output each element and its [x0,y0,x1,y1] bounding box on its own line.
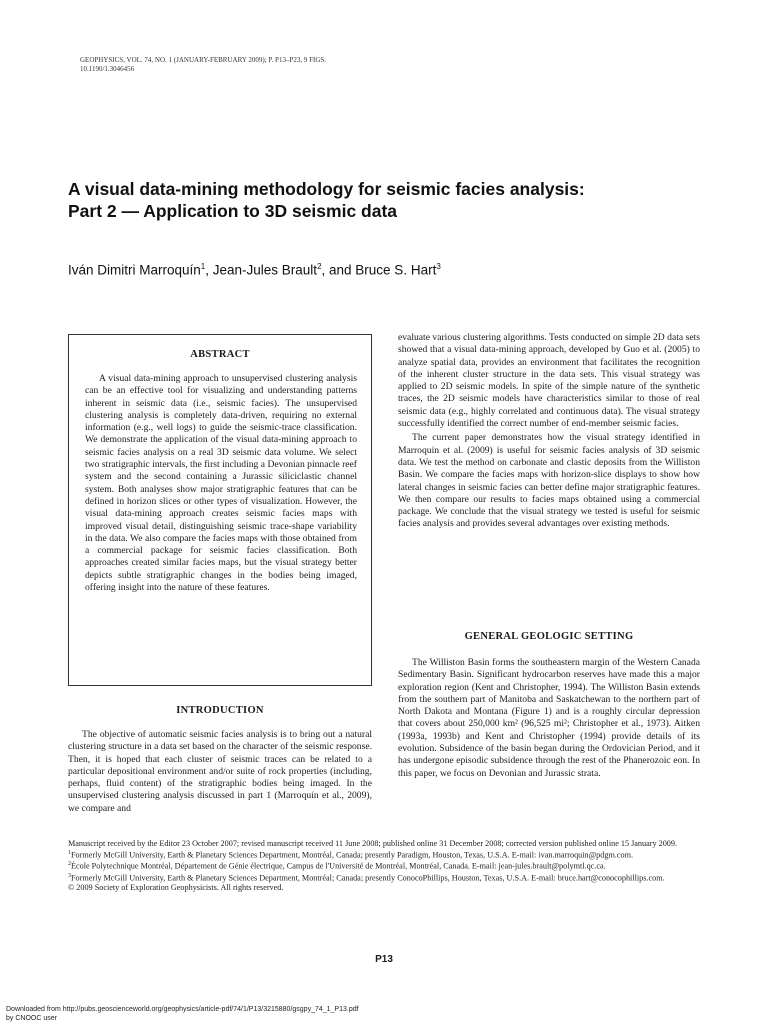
copyright-notice: © 2009 Society of Exploration Geophysicists. All rights reserved. [68,883,284,893]
author-list [68,262,441,278]
author-3: , and Bruce S. Hart [321,262,437,278]
abstract-text: A visual data-mining approach to unsupervised clustering analysis can be an effective tool for visualizing and understanding patterns inherent in seismic data (i.e., seismic facies). The unsupervised clustering analysis is completely data-driven, requiring no external information (e.g., well logs) to guide the seismic-trace classification. We demonstrate the application of the visual data-mining approach to seismic facies analysis on a real 3D seismic data volume. We select two stratigraphic intervals, the first including a Devonian pinnacle reef system and the second containing a Jurassic siliciclastic channel system. Both analyses show major stratigraphic features that can be defined in horizon slices or other types of visualization. However, the visual data-mining approach creates seismic facies maps with improved visual detail, distinguishing seismic trace-shape variability in the data. We also compare the facies maps with those obtained from a commercial package for seismic facies classification. Both approaches created similar facies maps, but the visual strategy better depicts subtle stratigraphic changes in the bodies being imaged, offering insight into the nature of these features. [85,373,357,594]
paper-title [68,178,708,222]
footnote-3 [68,872,700,884]
download-user-line: by CNOOC user [6,1014,57,1022]
author-1: Iván Dimitri Marroquín [68,262,201,278]
footnote-2-text: École Polytechnique Montréal, Département de Génie électrique, Campus de l'Université de Montréal, Montréal, Canada. E-mail: jean-jules.brault@polymtl.qc.ca. [71,862,606,872]
footnote-3-mark: 3 [68,872,71,879]
geologic-setting-heading: GENERAL GEOLOGIC SETTING [464,631,634,642]
download-notice [6,1006,359,1023]
footnote-3-text: Formerly McGill University, Earth & Planetary Sciences Department, Montréal; Canada; presently ConocoPhillips, Houston, Texas, U.S.A. E-mail: bruce.hart@conocophillips.com. [71,873,665,883]
doi-line: 10.1190/1.3046456 [80,65,135,73]
page-number: P13 [375,954,393,965]
affiliation-mark-3: 3 [436,262,441,271]
journal-citation [80,56,326,74]
abstract-heading: ABSTRACT [190,349,250,360]
journal-volume-line: GEOPHYSICS, VOL. 74, NO. 1 (JANUARY-FEBRUARY 2009); P. P13–P23, 9 FIGS. [80,56,327,64]
introduction-continued-paragraph: evaluate various clustering algorithms. Tests conducted on simple 2D data sets showed that a visual data-mining approach, developed by Guo et al. (2005) to analyze spatial data, provides an environment that facilitates the recognition of the inherent cluster structure in the data sets. This visual strategy was applied to 2D seismic models. In spite of the simple nature of the synthetic traces, the 2D seismic models have characteristics similar to those of real seismic data (e.g., highly correlated and continuous data). The visual strategy successfully identified the correct number of end-member seismic facies. [398,332,700,430]
introduction-heading: INTRODUCTION [176,705,264,716]
manuscript-received-note: Manuscript received by the Editor 23 October 2007; revised manuscript received 11 June 2008; published online 31 December 2008; corrected version published online 15 January 2009. [68,839,678,848]
introduction-second-paragraph: The current paper demonstrates how the visual strategy identified in Marroquín et al. (2009) is useful for seismic facies analysis of 3D seismic data. We test the method on carbonate and clastic deposits from the Williston Basin. We compare the facies maps with horizon-slice displays to show how lateral changes in seismic facies can better define major stratigraphic features. We then compare our results to facies maps obtained using a commercial package. We conclude that the visual strategy we tested is useful for seismic facies analysis and provides several advantages over existing methods. [398,432,700,530]
footnote-2 [68,860,700,872]
introduction-text: The objective of automatic seismic facies analysis is to bring out a natural clustering structure in a data set based on the character of the seismic response. Then, it is hoped that each cluster of seismic traces can be related to a particular depositional environment and/or suite of rock properties (including, perhaps, fluid content) of the stratigraphic bodies being imaged. In the unsupervised clustering analysis discussed in part 1 (Marroquín et al., 2009), we compare and [68,729,372,814]
abstract-box [68,334,372,686]
footnotes [68,839,700,893]
affiliation-mark-1: 1 [200,262,206,271]
footnote-1-mark: 1 [68,849,71,856]
footnote-1-text: Formerly McGill University, Earth & Planetary Sciences Department, Montréal, Canada; presently Paradigm, Houston, Texas, U.S.A. E-mail: ivan.marroquin@pdgm.com. [71,850,634,860]
download-url-line[interactable]: Downloaded from http://pubs.geoscienceworld.org/geophysics/article-pdf/74/1/P13/3215880/gsgpy_74_1_P13.pdf [6,1006,359,1013]
affiliation-mark-2: 2 [317,262,322,271]
author-2: , Jean-Jules Brault [205,262,318,278]
footnote-1 [68,849,700,861]
title-line-2: Part 2 — Application to 3D seismic data [68,201,398,221]
title-line-1: A visual data-mining methodology for seismic facies analysis: [68,179,585,199]
footnote-2-mark: 2 [68,861,71,868]
right-column [398,332,700,531]
geologic-setting-text: The Williston Basin forms the southeastern margin of the Western Canada Sedimentary Basin. Significant hydrocarbon reserves have made this a major exploration region (Kent and Christopher, 1994). The Williston Basin extends from the southern part of Manitoba and Saskatchewan to the northern part of North Dakota and Montana (Figure 1) and is a roughly circular depression that covers about 250,000 km² (96,525 mi²; Christopher et al., 1973). Aitken (1993a, 1993b) and Kent and Christopher (1994) provide details of its evolution. Subsidence of the basin began during the Ordovician Period, and it has undergone episodic subsidence through the rest of the Phanerozoic eon. In this paper, we focus on Devonian and Jurassic strata. [398,657,700,779]
